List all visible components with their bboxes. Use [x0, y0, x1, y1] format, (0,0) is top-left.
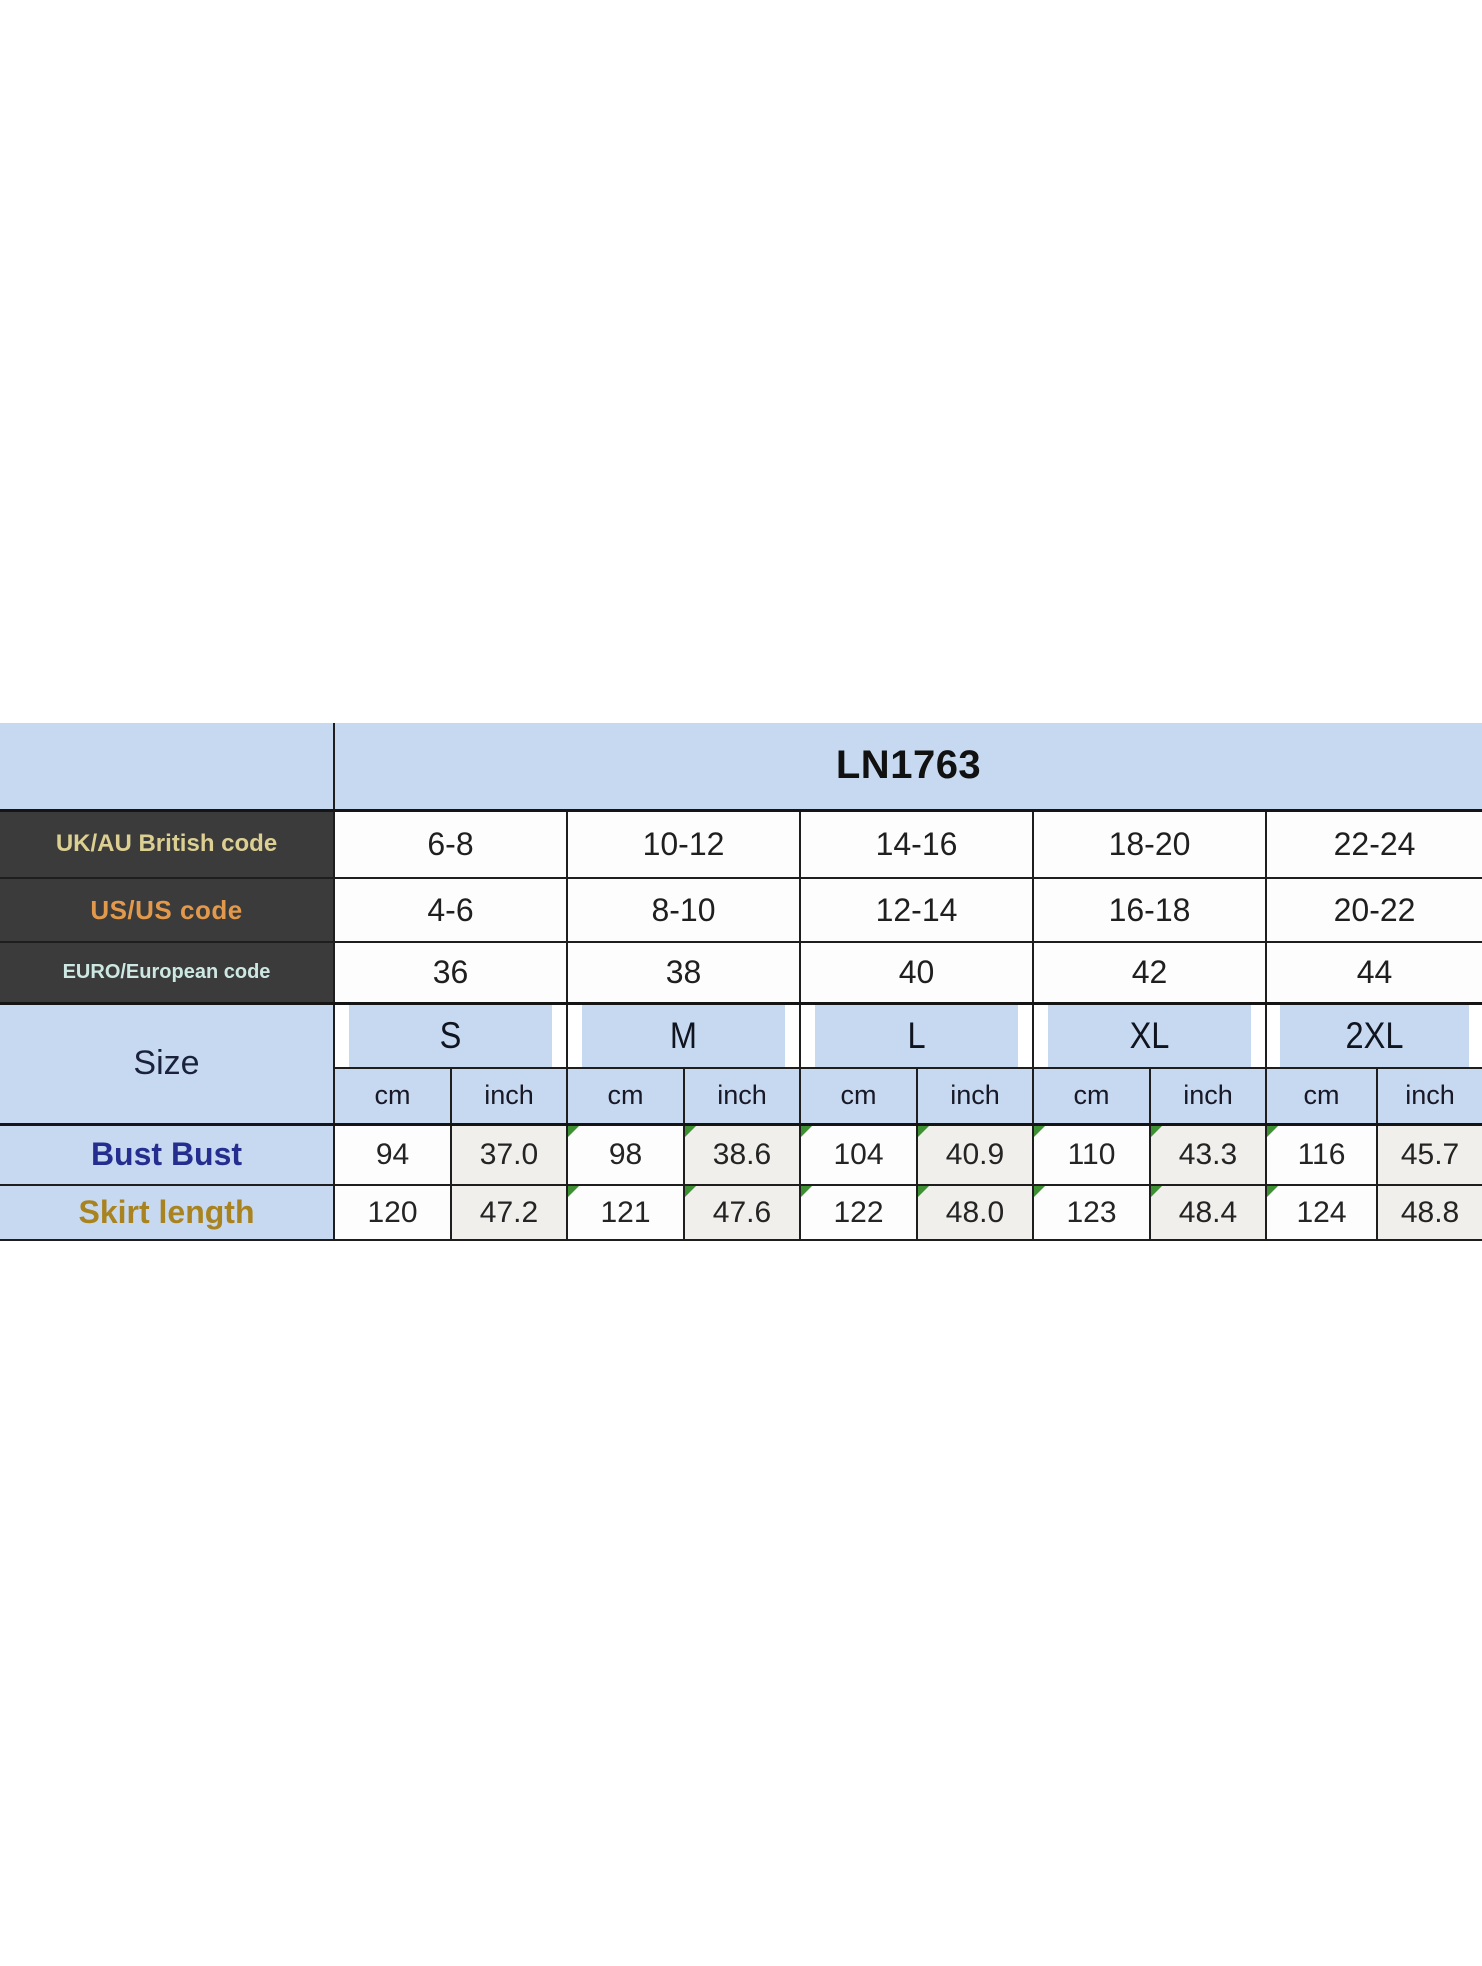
- skirt-length-label: Skirt length: [0, 1185, 334, 1240]
- error-flag-icon: [568, 1186, 579, 1197]
- us-value-xl: 16-18: [1033, 878, 1266, 942]
- error-flag-icon: [1267, 1126, 1278, 1137]
- skirt-inch-m-value: 47.6: [712, 1195, 772, 1229]
- size-letter-m: M: [581, 1003, 786, 1068]
- uk-au-code-row: [0, 810, 1482, 878]
- uk-au-code-label: UK/AU British code: [0, 810, 334, 878]
- error-flag-icon: [1034, 1126, 1045, 1137]
- euro-value-s: 36: [334, 942, 567, 1003]
- skirt-length-row: [0, 1185, 1482, 1240]
- unit-cm-l: cm: [800, 1068, 917, 1124]
- error-flag-icon: [918, 1186, 929, 1197]
- euro-code-row: [0, 942, 1482, 1003]
- unit-cm-s: cm: [334, 1068, 451, 1124]
- euro-value-xl: 42: [1033, 942, 1266, 1003]
- bust-row: [0, 1124, 1482, 1185]
- title-row: [0, 723, 1482, 810]
- skirt-cm-2xl-value: 124: [1296, 1195, 1347, 1229]
- bust-cm-2xl: [1266, 1124, 1377, 1185]
- size-letter-2xl: 2XL: [1279, 1003, 1469, 1068]
- error-flag-icon: [1034, 1186, 1045, 1197]
- unit-cm-xl: cm: [1033, 1068, 1150, 1124]
- skirt-cm-xl-value: 123: [1066, 1195, 1117, 1229]
- bust-cm-m: [567, 1124, 684, 1185]
- bust-cm-s-value: 94: [375, 1137, 410, 1171]
- skirt-inch-2xl-value: 48.8: [1400, 1195, 1460, 1229]
- unit-cm-m: cm: [567, 1068, 684, 1124]
- unit-inch-xl: inch: [1150, 1068, 1266, 1124]
- bust-label: Bust Bust: [0, 1124, 334, 1185]
- skirt-cm-m: [567, 1185, 684, 1240]
- bust-cm-s: [334, 1124, 451, 1185]
- error-flag-icon: [801, 1186, 812, 1197]
- unit-cm-2xl: cm: [1266, 1068, 1377, 1124]
- skirt-inch-s: [451, 1185, 567, 1240]
- size-letter-row: [0, 1003, 1482, 1068]
- bust-cm-m-value: 98: [608, 1137, 643, 1171]
- size-letter-l: L: [814, 1003, 1019, 1068]
- us-code-row: [0, 878, 1482, 942]
- us-value-2xl: 20-22: [1266, 878, 1482, 942]
- skirt-cm-m-value: 121: [600, 1195, 651, 1229]
- corner-cell: [0, 723, 334, 810]
- bust-cm-xl: [1033, 1124, 1150, 1185]
- us-value-l: 12-14: [800, 878, 1033, 942]
- bust-inch-m-value: 38.6: [712, 1137, 772, 1171]
- size-header-label: Size: [0, 1003, 334, 1124]
- skirt-inch-m: [684, 1185, 800, 1240]
- skirt-inch-l-value: 48.0: [945, 1195, 1005, 1229]
- skirt-cm-2xl: [1266, 1185, 1377, 1240]
- unit-inch-2xl: inch: [1377, 1068, 1482, 1124]
- skirt-cm-s: [334, 1185, 451, 1240]
- error-flag-icon: [568, 1126, 579, 1137]
- euro-value-2xl: 44: [1266, 942, 1482, 1003]
- uk-au-value-s: 6-8: [334, 810, 567, 878]
- uk-au-value-m: 10-12: [567, 810, 800, 878]
- uk-au-value-xl: 18-20: [1033, 810, 1266, 878]
- us-value-m: 8-10: [567, 878, 800, 942]
- bust-inch-l: [917, 1124, 1033, 1185]
- bust-inch-l-value: 40.9: [945, 1137, 1005, 1171]
- bust-inch-s-value: 37.0: [479, 1137, 539, 1171]
- unit-inch-l: inch: [917, 1068, 1033, 1124]
- bust-cm-xl-value: 110: [1067, 1137, 1116, 1171]
- skirt-inch-l: [917, 1185, 1033, 1240]
- error-flag-icon: [918, 1126, 929, 1137]
- us-code-label: US/US code: [0, 878, 334, 942]
- bust-inch-s: [451, 1124, 567, 1185]
- size-letter-xl: XL: [1047, 1003, 1252, 1068]
- bust-inch-xl-value: 43.3: [1178, 1137, 1238, 1171]
- bust-inch-xl: [1150, 1124, 1266, 1185]
- skirt-inch-xl-value: 48.4: [1178, 1195, 1238, 1229]
- euro-value-l: 40: [800, 942, 1033, 1003]
- size-chart-table: [0, 723, 1482, 1241]
- error-flag-icon: [685, 1126, 696, 1137]
- error-flag-icon: [1267, 1186, 1278, 1197]
- unit-inch-s: inch: [451, 1068, 567, 1124]
- error-flag-icon: [1151, 1126, 1162, 1137]
- skirt-inch-s-value: 47.2: [479, 1195, 539, 1229]
- error-flag-icon: [801, 1126, 812, 1137]
- skirt-cm-l-value: 122: [833, 1195, 884, 1229]
- error-flag-icon: [1151, 1186, 1162, 1197]
- bust-inch-2xl: [1377, 1124, 1482, 1185]
- bust-inch-2xl-value: 45.7: [1400, 1137, 1460, 1171]
- bust-cm-l-value: 104: [833, 1137, 884, 1171]
- product-code-title: LN1763: [334, 723, 1482, 810]
- skirt-cm-xl: [1033, 1185, 1150, 1240]
- uk-au-value-2xl: 22-24: [1266, 810, 1482, 878]
- us-value-s: 4-6: [334, 878, 567, 942]
- uk-au-value-l: 14-16: [800, 810, 1033, 878]
- skirt-cm-s-value: 120: [367, 1195, 418, 1229]
- bust-inch-m: [684, 1124, 800, 1185]
- bust-cm-2xl-value: 116: [1297, 1137, 1346, 1171]
- skirt-inch-2xl: [1377, 1185, 1482, 1240]
- unit-inch-m: inch: [684, 1068, 800, 1124]
- bust-cm-l: [800, 1124, 917, 1185]
- skirt-cm-l: [800, 1185, 917, 1240]
- size-letter-s: S: [348, 1003, 553, 1068]
- error-flag-icon: [685, 1186, 696, 1197]
- euro-code-label: EURO/European code: [0, 942, 334, 1003]
- skirt-inch-xl: [1150, 1185, 1266, 1240]
- euro-value-m: 38: [567, 942, 800, 1003]
